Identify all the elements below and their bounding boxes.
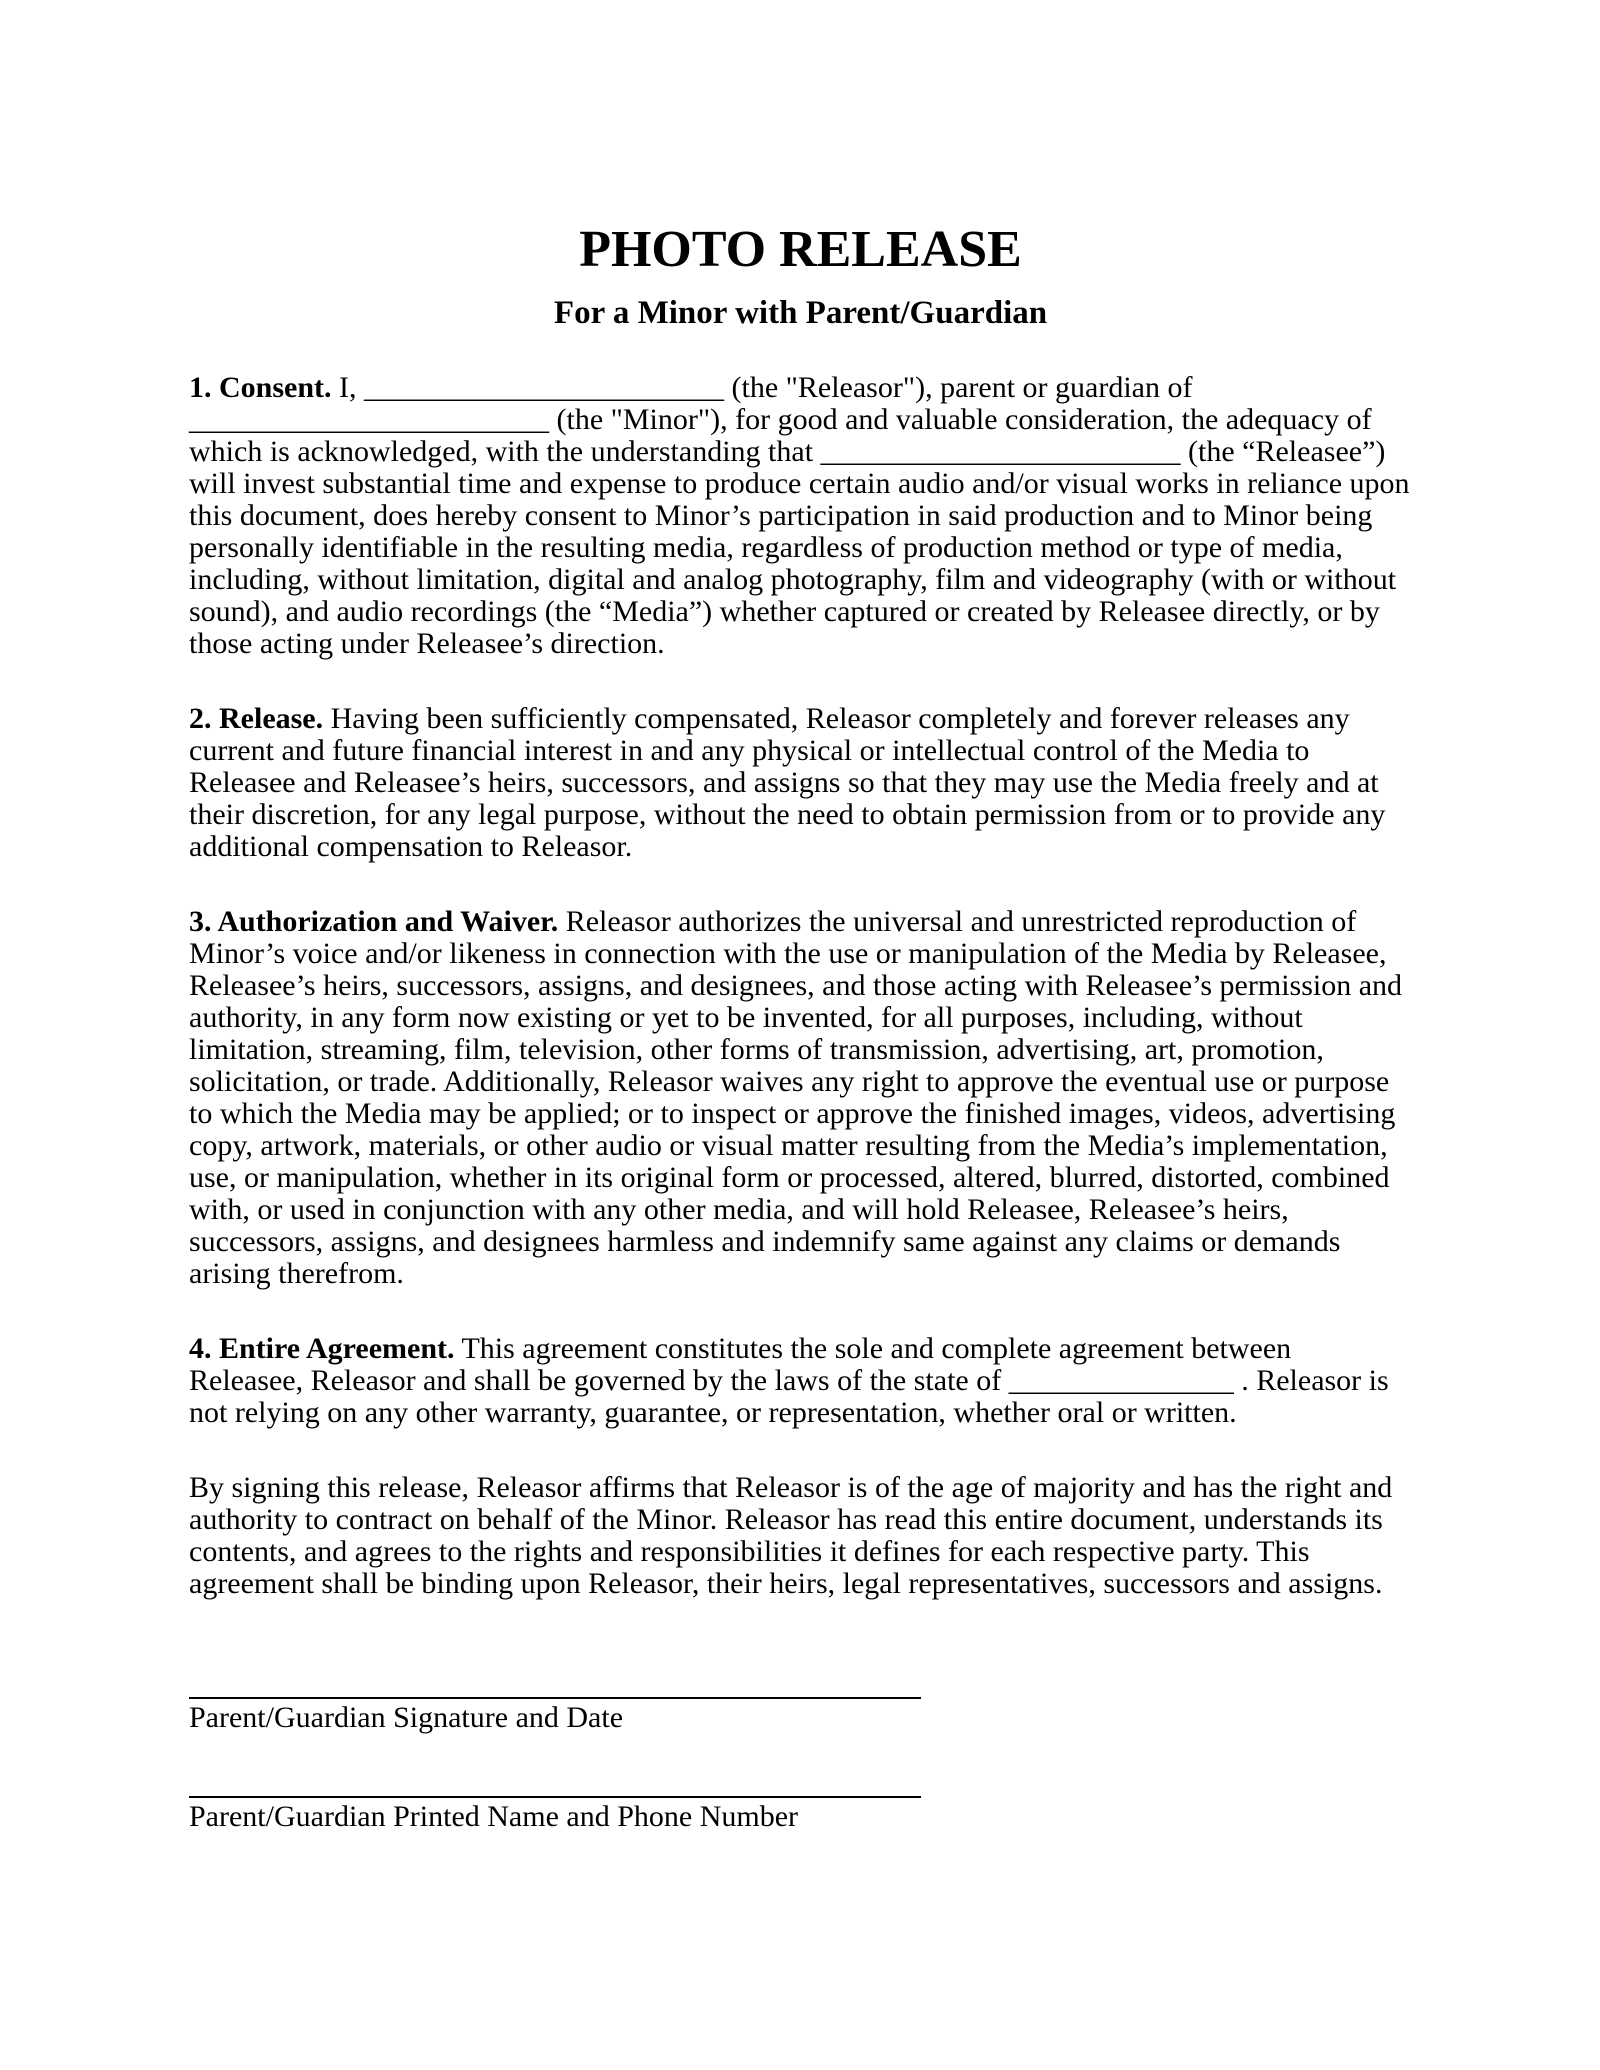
- document-content: [0, 220, 1600, 1833]
- paragraph-consent: [189, 372, 1412, 660]
- paragraph-consent-text: I, ________________________ (the "Releasor"), parent or guardian of ________________________ (the "Minor"), for good and valuable consideration, the adequacy of which is acknowledged, with the understanding that ________________________ (the “Releasee”) will invest substantial time and expense to produce certain audio and/or visual works in reliance upon this document, does hereby consent to Minor’s participation in said production and to Minor being personally identifiable in the resulting media, regardless of production method or type of media, including, without limitation, digital and analog photography, film and videography (with or without sound), and audio recordings (the “Media”) whether captured or created by Releasee directly, or by those acting under Releasee’s direction.: [189, 371, 1410, 660]
- paragraph-affirmation-text: By signing this release, Releasor affirms that Releasor is of the age of majority and has the right and authority to contract on behalf of the Minor. Releasor has read this entire document, understands its contents, and agrees to the rights and responsibilities it defines for each respective party. This agreement shall be binding upon Releasor, their heirs, legal representatives, successors and assigns.: [189, 1471, 1393, 1600]
- paragraph-authorization-waiver: [189, 906, 1412, 1290]
- signature-blank-line: [189, 1697, 921, 1699]
- printed-name-blank-line: [189, 1796, 921, 1798]
- paragraph-consent-heading: 1. Consent.: [189, 371, 332, 404]
- paragraph-release-text: Having been sufficiently compensated, Releasor completely and forever releases any current and future financial interest in and any physical or intellectual control of the Media to Releasee and Releasee’s heirs, successors, and assigns so that they may use the Media freely and at their discretion, for any legal purpose, without the need to obtain permission from or to provide any additional compensation to Releasor.: [189, 702, 1386, 863]
- document-subtitle: For a Minor with Parent/Guardian: [553, 295, 1048, 331]
- paragraph-authorization-waiver-heading: 3. Authorization and Waiver.: [189, 905, 559, 938]
- paragraph-entire-agreement-heading: 4. Entire Agreement.: [189, 1332, 455, 1365]
- document-title: PHOTO RELEASE: [579, 221, 1022, 278]
- signature-label: Parent/Guardian Signature and Date: [189, 1701, 624, 1734]
- paragraph-entire-agreement-text: This agreement constitutes the sole and complete agreement between Releasee, Releasor and shall be governed by the laws of the state of _______________ . Releasor is not relying on any other warranty, guarantee, or representation, whether oral or written.: [189, 1332, 1389, 1429]
- printed-name-label: Parent/Guardian Printed Name and Phone Number: [189, 1800, 799, 1833]
- paragraph-release: [189, 703, 1412, 863]
- paragraph-authorization-waiver-text: Releasor authorizes the universal and unrestricted reproduction of Minor’s voice and/or likeness in connection with the use or manipulation of the Media by Releasee, Releasee’s heirs, successors, assigns, and designees, and those acting with Releasee’s permission and authority, in any form now existing or yet to be invented, for all purposes, including, without limitation, streaming, film, television, other forms of transmission, advertising, art, promotion, solicitation, or trade. Additionally, Releasor waives any right to approve the eventual use or purpose to which the Media may be applied; or to inspect or approve the finished images, videos, advertising copy, artwork, materials, or other audio or visual matter resulting from the Media’s implementation, use, or manipulation, whether in its original form or processed, altered, blurred, distorted, combined with, or used in conjunction with any other media, and will hold Releasee, Releasee’s heirs, successors, assigns, and designees harmless and indemnify same against any claims or demands arising therefrom.: [189, 905, 1403, 1290]
- paragraph-release-heading: 2. Release.: [189, 702, 324, 735]
- paragraph-entire-agreement: [189, 1333, 1412, 1429]
- paragraph-affirmation: [189, 1472, 1412, 1600]
